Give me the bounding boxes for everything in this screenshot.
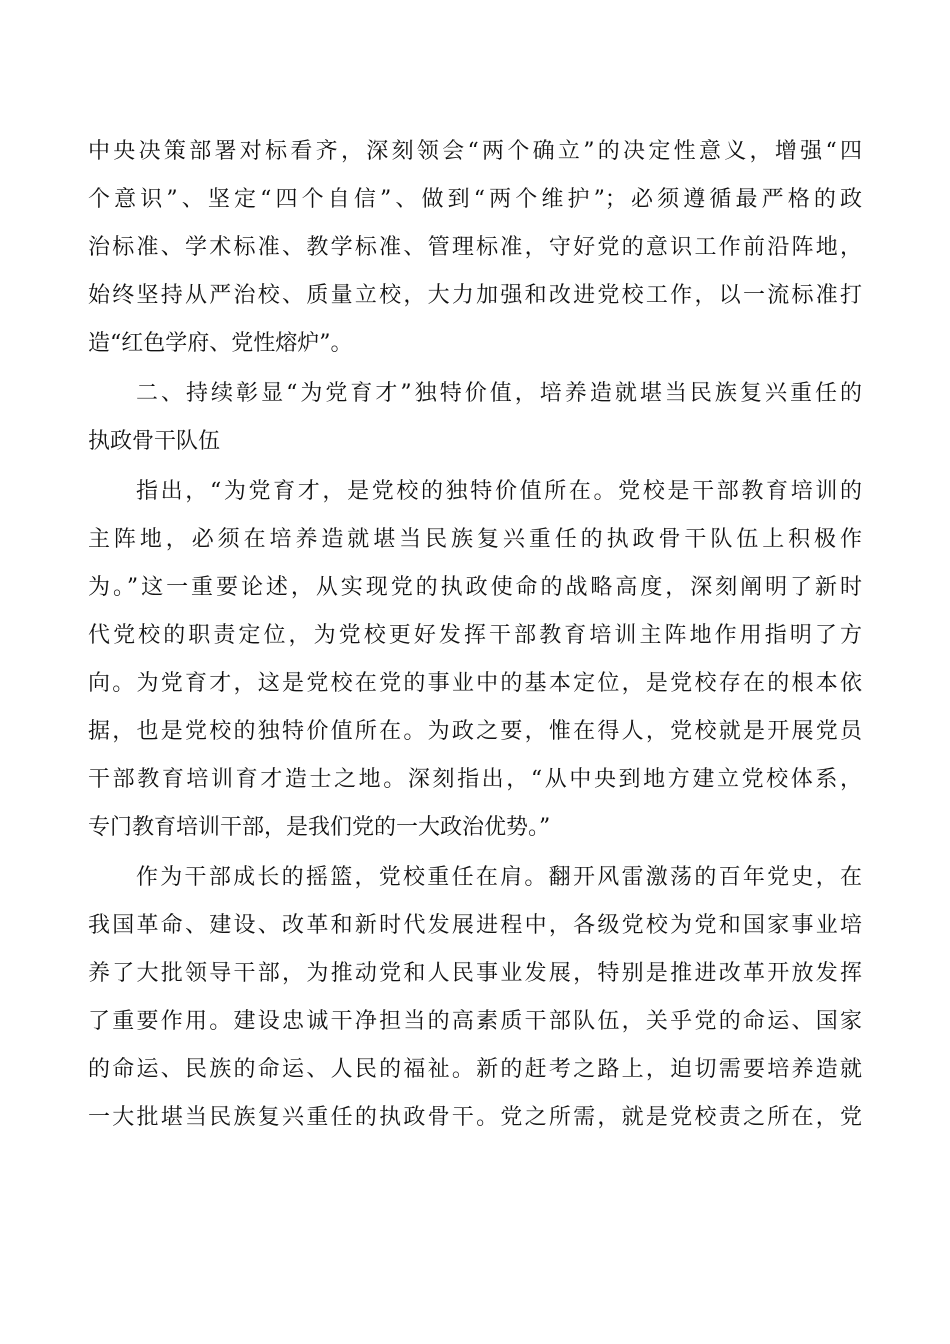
section-heading	[88, 370, 862, 466]
text-line: 专门教育培训干部，是我们党的一大政治优势。”	[88, 815, 551, 840]
text-line: 造“红色学府、党性熔炉”。	[88, 331, 353, 356]
text-line: 向。为党育才，这是党校在党的事业中的基本定位，是党校存在的根本依	[88, 671, 862, 696]
text-line: 干部教育培训育才造士之地。深刻指出，“从中央到地方建立党校体系，	[88, 767, 862, 792]
text-line: 作为干部成长的摇篮，党校重任在肩。翻开风雷激荡的百年党史，在	[136, 865, 862, 890]
text-line: 养了大批领导干部，为推动党和人民事业发展，特别是推进改革开放发挥	[88, 961, 862, 986]
paragraph	[88, 854, 862, 1142]
text-line: 治标准、学术标准、教学标准、管理标准，守好党的意识工作前沿阵地，	[88, 235, 862, 260]
text-line: 指出，“为党育才，是党校的独特价值所在。党校是干部教育培训的	[136, 479, 862, 504]
text-line: 主阵地，必须在培养造就堪当民族复兴重任的执政骨干队伍上积极作	[88, 527, 862, 552]
paragraph-continued	[88, 128, 862, 368]
text-line: 个意识”、坚定“四个自信”、做到“两个维护”；必须遵循最严格的政	[88, 187, 862, 212]
text-line: 据，也是党校的独特价值所在。为政之要，惟在得人，党校就是开展党员	[88, 719, 862, 744]
text-line: 一大批堪当民族复兴重任的执政骨干。党之所需，就是党校责之所在，党	[88, 1105, 862, 1130]
document-body	[88, 128, 862, 1142]
text-line: 我国革命、建设、改革和新时代发展进程中，各级党校为党和国家事业培	[88, 913, 862, 938]
text-line: 中央决策部署对标看齐，深刻领会“两个确立”的决定性意义，增强“四	[88, 139, 862, 164]
text-line: 了重要作用。建设忠诚干净担当的高素质干部队伍，关乎党的命运、国家	[88, 1009, 862, 1034]
text-line: 始终坚持从严治校、质量立校，大力加强和改进党校工作，以一流标准打	[88, 283, 862, 308]
paragraph	[88, 468, 862, 852]
text-line: 代党校的职责定位，为党校更好发挥干部教育培训主阵地作用指明了方	[88, 623, 862, 648]
text-line: 为。”这一重要论述，从实现党的执政使命的战略高度，深刻阐明了新时	[88, 575, 862, 600]
heading-line: 二、持续彰显“为党育才”独特价值，培养造就堪当民族复兴重任的	[136, 381, 862, 406]
text-line: 的命运、民族的命运、人民的福祉。新的赶考之路上，迫切需要培养造就	[88, 1057, 862, 1082]
heading-line: 执政骨干队伍	[88, 429, 221, 454]
